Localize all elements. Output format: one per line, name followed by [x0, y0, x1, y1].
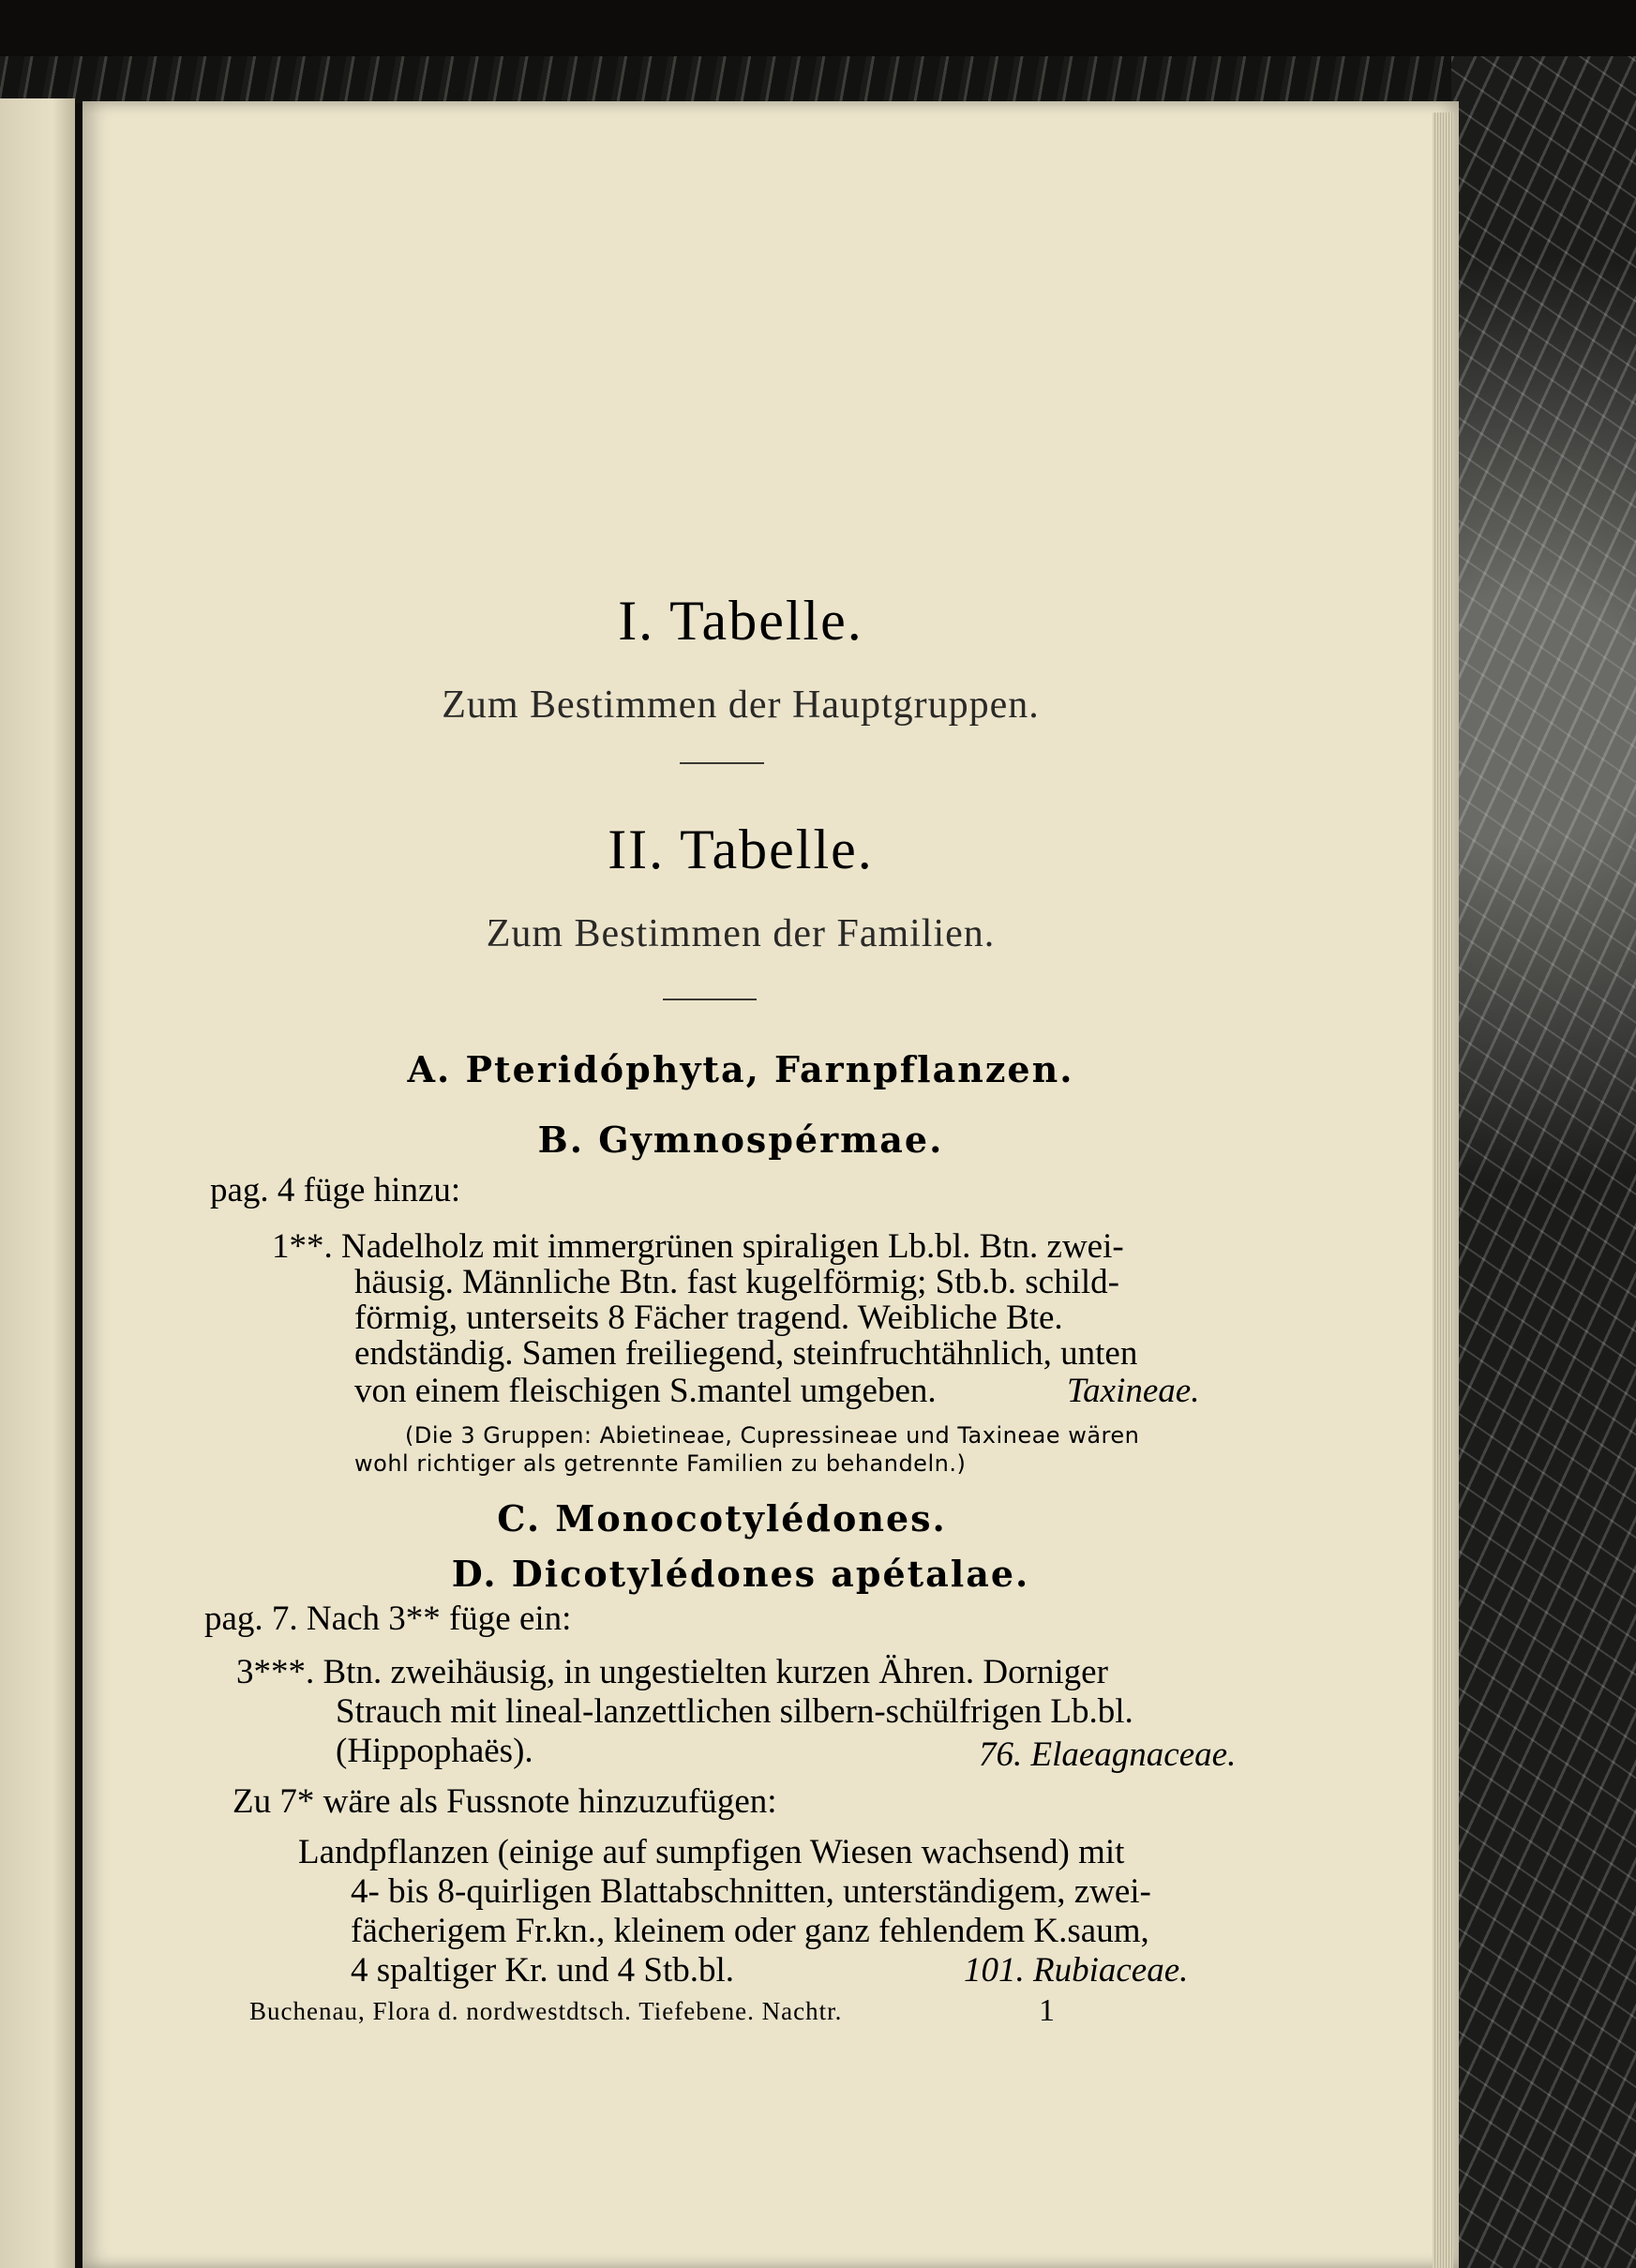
section-b-heading: B. Gymnospérmae. [537, 1119, 944, 1161]
entry-line: 1**. Nadelholz mit immergrünen spiraligen Lb.bl. Btn. zwei- [272, 1227, 1124, 1266]
table-2-subtitle: Zum Bestimmen der Familien. [486, 912, 996, 955]
page-reference: Zu 7* wäre als Fussnote hinzuzufügen: [233, 1782, 777, 1821]
entry-line: Landpflanzen (einige auf sumpfigen Wiesen wachsend) mit [298, 1833, 1125, 1871]
family-name: 76. Elaeagnaceae. [979, 1735, 1237, 1774]
table-2-title: II. Tabelle. [608, 819, 874, 880]
divider-rule [663, 999, 757, 1000]
section-c-heading: C. Monocotylédones. [497, 1497, 947, 1540]
entry-line: Strauch mit lineal-lanzettlichen silbern-schülfrigen Lb.bl. [336, 1692, 1133, 1731]
entry-line: 4 spaltiger Kr. und 4 Stb.bl. [351, 1951, 735, 1990]
footer-citation: Buchenau, Flora d. nordwestdtsch. Tiefebene. Nachtr. [249, 1997, 843, 2025]
entry-line: endständig. Samen freiliegend, steinfruchtähnlich, unten [354, 1334, 1138, 1373]
book-binding [0, 56, 1463, 103]
entry-line: von einem fleischigen S.mantel umgeben. [354, 1372, 937, 1410]
family-name: Taxineae. [1067, 1372, 1200, 1410]
table-1-subtitle: Zum Bestimmen der Hauptgruppen. [442, 683, 1040, 727]
marbled-book-edge [1451, 56, 1636, 2268]
entry-line: häusig. Männliche Btn. fast kugelförmig; Stb.b. schild- [354, 1263, 1119, 1301]
note-line: wohl richtiger als getrennte Familien zu behandeln.) [354, 1450, 967, 1477]
note-line: (Die 3 Gruppen: Abietineae, Cupressineae und Taxineae wären [405, 1422, 1140, 1449]
family-name: 101. Rubiaceae. [964, 1951, 1189, 1990]
entry-line: 3***. Btn. zweihäusig, in ungestielten kurzen Ähren. Dorniger [236, 1653, 1108, 1691]
section-d-heading: D. Dicotylédones apétalae. [451, 1553, 1030, 1595]
page-reference: pag. 7. Nach 3** füge ein: [204, 1600, 572, 1638]
page-reference: pag. 4 füge hinzu: [210, 1171, 461, 1209]
entry-line: 4- bis 8-quirligen Blattabschnitten, unterständigem, zwei- [351, 1872, 1151, 1911]
entry-line: fächerigem Fr.kn., kleinem oder ganz fehlendem K.saum, [351, 1912, 1149, 1950]
section-a-heading: A. Pteridóphyta, Farnpflanzen. [407, 1048, 1074, 1090]
page-number: 1 [1039, 1993, 1055, 2028]
table-1-title: I. Tabelle. [618, 590, 863, 652]
page-stack-edge [1433, 113, 1453, 2268]
entry-line: (Hippophaës). [336, 1732, 533, 1770]
previous-page-edge [0, 98, 75, 2268]
entry-line: förmig, unterseits 8 Fächer tragend. Weibliche Bte. [354, 1299, 1063, 1337]
divider-rule [680, 762, 764, 764]
